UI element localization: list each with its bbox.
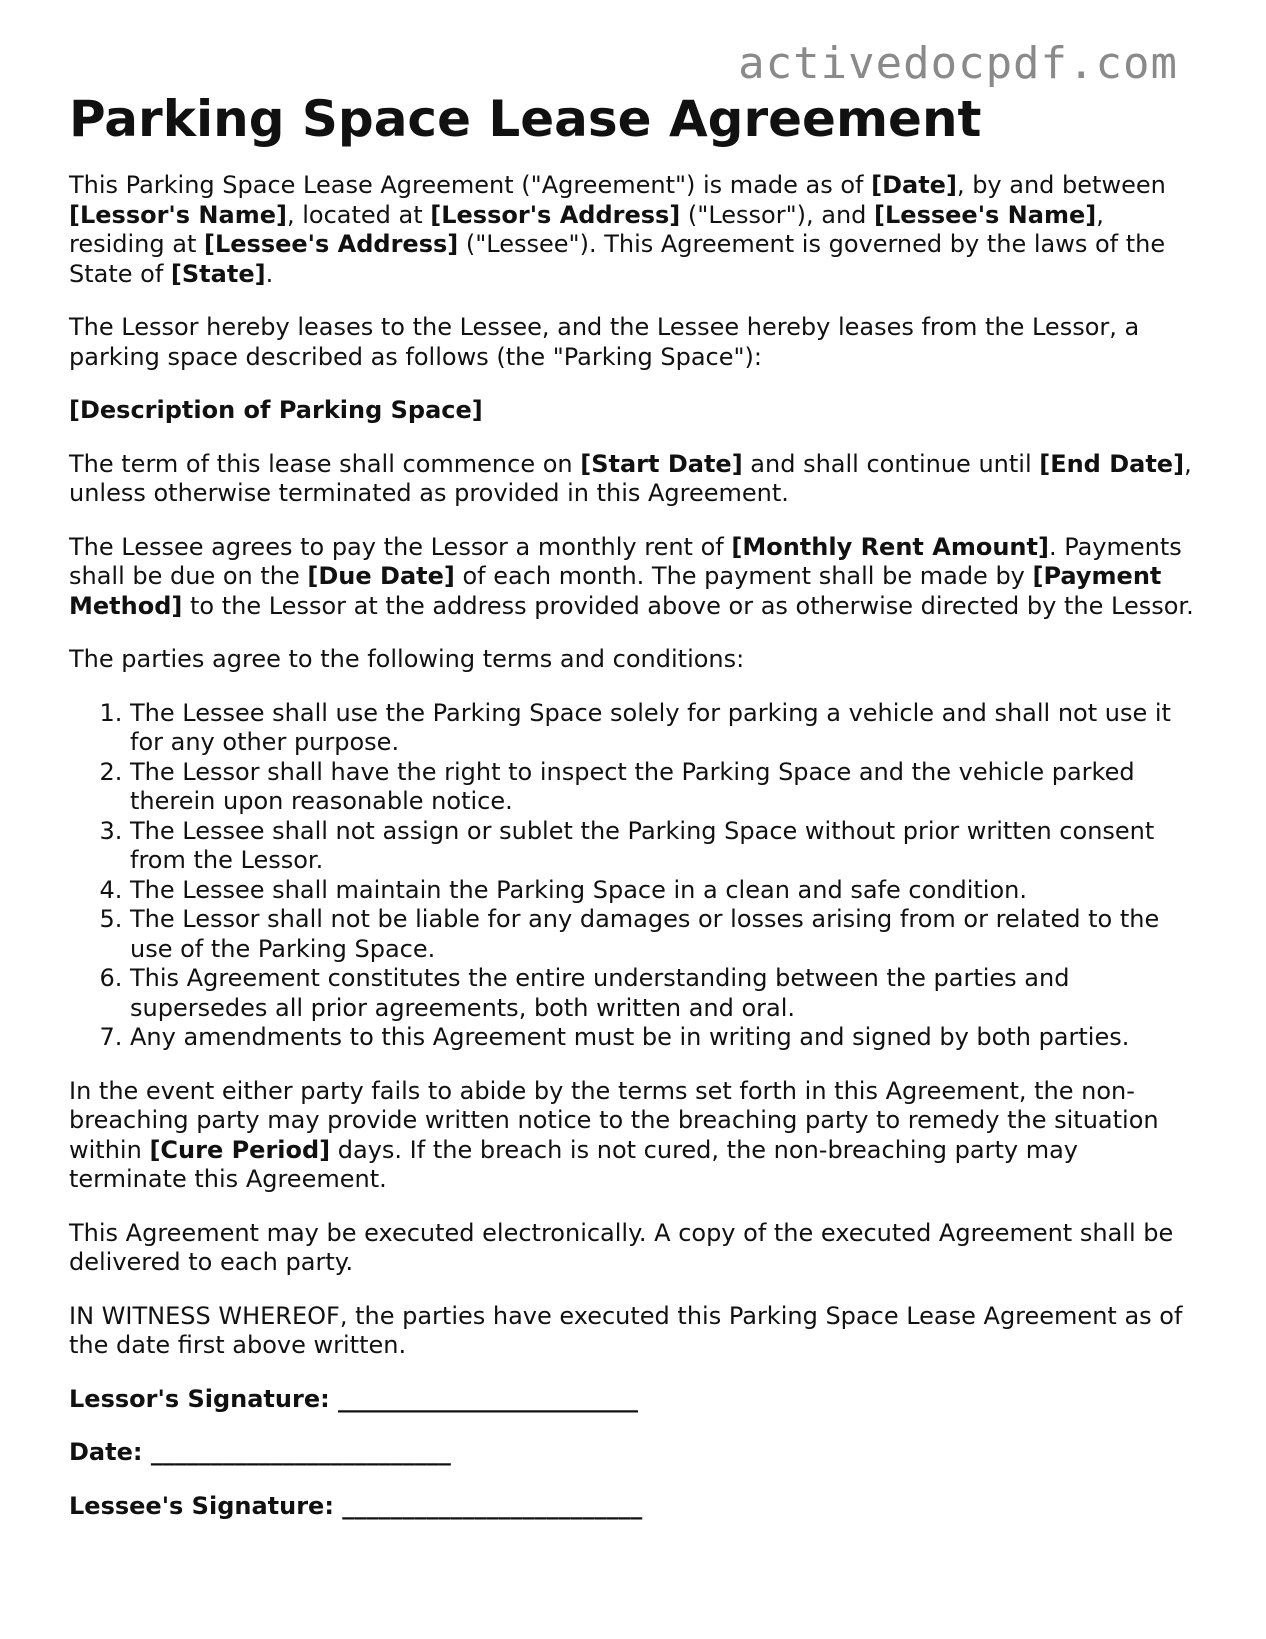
lease-statement: The Lessor hereby leases to the Lessee, and the Lessee hereby leases from the Lessor, a parking space described as follows (the "Parking Space"): <box>69 313 1140 371</box>
intro-text: ("Lessee"). This Agreement is governed by the laws of the State of <box>69 230 1166 288</box>
end-date-placeholder: [End Date] <box>1039 449 1185 478</box>
rent-text: . Payments shall be due on the <box>69 532 1182 590</box>
breach-text: In the event either party fails to abide by the terms set forth in this Agreement, the non-breaching party may provide written notice to the breaching party to remedy the situation within <box>69 1076 1159 1164</box>
list-item: 5. The Lessor shall not be liable for any damages or losses arising from or related to the use of the Parking Space. <box>130 905 1199 964</box>
term-text: The term of this lease shall commence on <box>69 449 581 478</box>
terms-list <box>69 699 1199 1053</box>
intro-text: . <box>265 259 274 288</box>
terms-intro: The parties agree to the following terms and conditions: <box>69 645 745 673</box>
list-item: 3. The Lessee shall not assign or sublet the Parking Space without prior written consent from the Lessor. <box>130 817 1199 876</box>
document-page <box>69 88 1199 1521</box>
date-placeholder: [Date] <box>871 171 957 199</box>
due-date-placeholder: [Due Date] <box>307 562 455 590</box>
list-item: 1. The Lessee shall use the Parking Space solely for parking a vehicle and shall not use it for any other purpose. <box>130 699 1199 758</box>
space-description-placeholder: [Description of Parking Space] <box>69 396 483 424</box>
intro-text: ("Lessor"), and <box>680 200 875 229</box>
rent-text: The Lessee agrees to pay the Lessor a monthly rent of <box>69 532 732 561</box>
intro-text: , residing at <box>69 200 1104 258</box>
intro-text: , located at <box>286 200 431 229</box>
state-placeholder: [State] <box>170 259 266 288</box>
intro-text: This Parking Space Lease Agreement ("Agreement") is made as of <box>69 171 872 199</box>
start-date-placeholder: [Start Date] <box>580 449 743 478</box>
rent-text: to the Lessor at the address provided above or as otherwise directed by the Lessor. <box>182 591 1194 620</box>
term-text: , unless otherwise terminated as provided in this Agreement. <box>69 449 1192 507</box>
lessor-signature-line[interactable]: Lessor's Signature: _________________________ <box>69 1384 639 1413</box>
term-paragraph <box>69 450 1199 509</box>
cure-period-placeholder: [Cure Period] <box>149 1135 331 1164</box>
list-item: 6. This Agreement constitutes the entire understanding between the parties and supersedes all prior agreements, both written and oral. <box>130 964 1199 1023</box>
term-text: and shall continue until <box>742 449 1040 478</box>
lessee-name-placeholder: [Lessee's Name] <box>874 200 1097 229</box>
rent-amount-placeholder: [Monthly Rent Amount] <box>731 532 1049 561</box>
electronic-paragraph: This Agreement may be executed electronically. A copy of the executed Agreement shall be delivered to each party. <box>69 1218 1174 1276</box>
list-item: 7. Any amendments to this Agreement must be in writing and signed by both parties. <box>130 1023 1199 1053</box>
witness-paragraph: IN WITNESS WHEREOF, the parties have executed this Parking Space Lease Agreement as of the date first above written. <box>69 1301 1183 1359</box>
breach-text: days. If the breach is not cured, the non-breaching party may terminate this Agreement. <box>69 1135 1078 1193</box>
rent-text: of each month. The payment shall be made by <box>454 562 1033 590</box>
date-signature-line[interactable]: Date: _________________________ <box>69 1438 451 1466</box>
document-title: Parking Space Lease Agreement <box>69 90 982 148</box>
payment-method-placeholder: [Payment Method] <box>69 562 1162 620</box>
watermark: activedocpdf.com <box>738 38 1178 89</box>
lessor-name-placeholder: [Lessor's Name] <box>69 200 287 229</box>
lessor-address-placeholder: [Lessor's Address] <box>430 200 681 229</box>
breach-paragraph <box>69 1077 1199 1195</box>
space-description-paragraph <box>69 396 1199 426</box>
intro-paragraph <box>69 171 1199 289</box>
list-item: 2. The Lessor shall have the right to inspect the Parking Space and the vehicle parked therein upon reasonable notice. <box>130 758 1199 817</box>
lessee-signature-line[interactable]: Lessee's Signature: _________________________ <box>69 1491 643 1520</box>
intro-text: , by and between <box>956 171 1166 199</box>
list-item: 4. The Lessee shall maintain the Parking Space in a clean and safe condition. <box>130 876 1199 906</box>
lessee-address-placeholder: [Lessee's Address] <box>204 230 459 258</box>
rent-paragraph <box>69 533 1199 622</box>
